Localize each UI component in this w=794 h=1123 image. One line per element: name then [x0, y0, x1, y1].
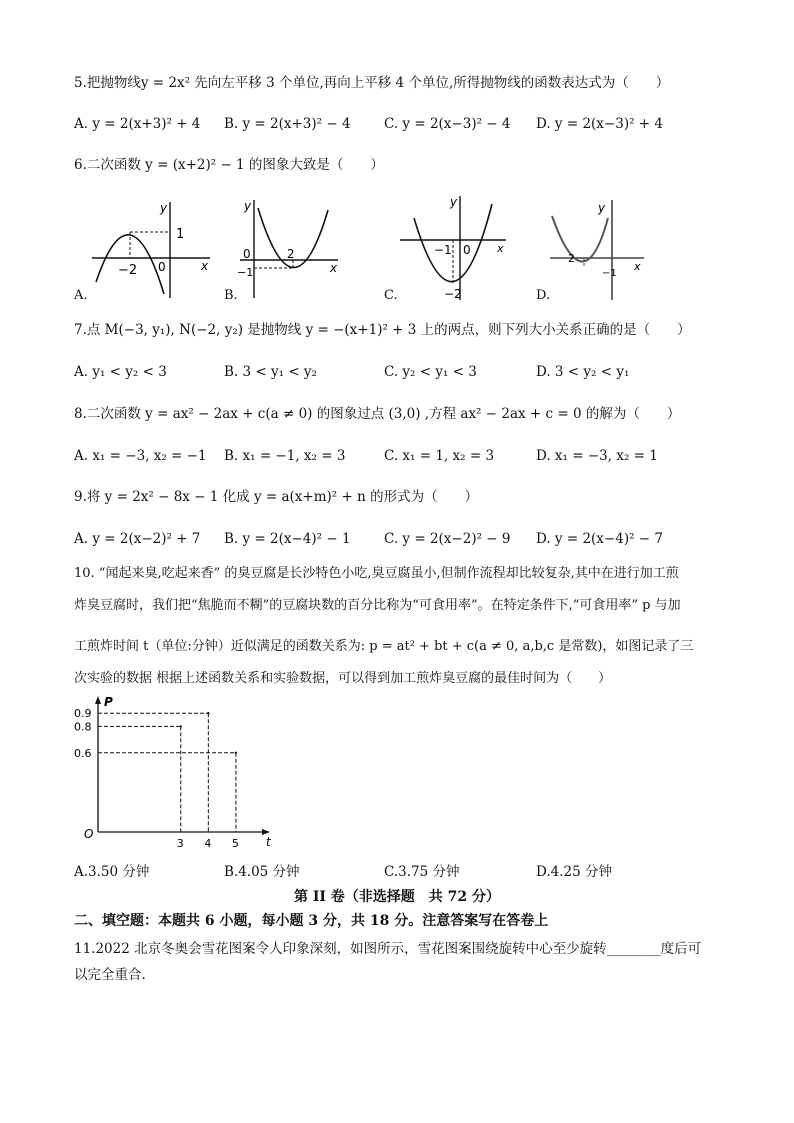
q7-option-b: B. 3 < y₁ < y₂: [224, 364, 317, 380]
y-tick-label: 0.8: [74, 720, 92, 734]
tick-label: −2: [444, 287, 462, 301]
q5-stem: 5.把抛物线y = 2x² 先向左平移 3 个单位,再向上平移 4 个单位,所得抛物线的函数表达式为（ ）: [74, 75, 670, 91]
q5-option-c: C. y = 2(x−3)² − 4: [384, 116, 511, 132]
q8-stem: 8.二次函数 y = ax² − 2ax + c(a ≠ 0) 的图象过点 (3,0) ,方程 ax² − 2ax + c = 0 的解为（ ）: [74, 406, 681, 422]
axis-label-y: y: [598, 201, 606, 215]
data-point: [180, 725, 182, 727]
q6-label-d: D.: [536, 288, 551, 303]
q8-option-c: C. x₁ = 1, x₂ = 3: [384, 448, 495, 464]
origin-label: 0: [243, 247, 251, 261]
q10-chart: [74, 694, 274, 862]
tick-label: 2: [287, 247, 295, 261]
x-tick-label: 5: [231, 837, 239, 850]
q6-stem: 6.二次函数 y = (x+2)² − 1 的图象大致是（ ）: [74, 157, 384, 173]
y-axis-arrow: [95, 696, 101, 704]
q9-option-a: A. y = 2(x−2)² + 7: [74, 531, 201, 547]
tick-label: −1: [434, 243, 452, 257]
origin-label: 0: [463, 243, 471, 257]
q6-label-b: B.: [224, 288, 238, 303]
q7-option-c: C. y₂ < y₁ < 3: [384, 364, 477, 380]
q10-line-4: 次实验的数据 根据上述函数关系和实验数据，可以得到加工煎炸臭豆腐的最佳时间为（ ）: [74, 671, 612, 686]
q9-option-d: D. y = 2(x−4)² − 7: [536, 531, 663, 547]
q11-text-end: 度后可: [660, 941, 702, 957]
axis-label-x: x: [201, 259, 209, 273]
tick-label: −2: [118, 263, 138, 278]
q6-label-c: C.: [384, 288, 398, 303]
axis-label-x: x: [330, 261, 338, 275]
y-tick-label: 0.9: [74, 707, 92, 721]
q10-option-d: D.4.25 分钟: [536, 864, 612, 880]
q6-graph-a: [88, 198, 218, 300]
q10-option-a: A.3.50 分钟: [74, 864, 150, 880]
section-2-heading: 二、填空题：本题共 6 小题，每小题 3 分，共 18 分。注意答案写在答卷上: [74, 913, 549, 929]
tick-label: 2: [568, 252, 575, 265]
q11-line-2: 以完全重合.: [74, 967, 146, 983]
q10-option-c: C.3.75 分钟: [384, 864, 460, 880]
q8-option-d: D. x₁ = −3, x₂ = 1: [536, 448, 658, 464]
q10-option-b: B.4.05 分钟: [224, 864, 300, 880]
x-tick-label: 4: [204, 837, 212, 850]
parabola-curve: [552, 216, 608, 262]
q8-option-a: A. x₁ = −3, x₂ = −1: [74, 448, 207, 464]
axis-label-y: y: [450, 195, 458, 209]
q7-option-d: D. 3 < y₂ < y₁: [536, 364, 630, 380]
q6-graph-d: [546, 196, 646, 302]
q8-option-b: B. x₁ = −1, x₂ = 3: [224, 448, 346, 464]
q10-line-2: 炸臭豆腐时，我们把“焦脆而不糊”的豆腐块数的百分比称为“可食用率”。在特定条件下,“可食用率” p 与加: [74, 598, 681, 613]
axis-label-x: t: [266, 835, 271, 849]
tick-label: −1: [602, 268, 617, 279]
data-point: [207, 712, 209, 714]
q5-option-b: B. y = 2(x+3)² − 4: [224, 116, 351, 132]
tick-label: −1: [237, 266, 254, 279]
q9-option-c: C. y = 2(x−2)² − 9: [384, 531, 511, 547]
tick-label: 1: [176, 227, 185, 242]
q5-option-a: A. y = 2(x+3)² + 4: [74, 116, 201, 132]
q7-stem: 7.点 M(−3, y₁), N(−2, y₂) 是抛物线 y = −(x+1)² + 3 上的两点，则下列大小关系正确的是（ ）: [74, 322, 691, 338]
q10-line-3: 工煎炸时间 t（单位:分钟）近似满足的函数关系为: p = at² + bt + c(a ≠ 0, a,b,c 是常数)，如图记录了三: [74, 639, 694, 654]
x-tick-label: 3: [176, 837, 184, 850]
q6-label-a: A.: [74, 288, 88, 303]
q6-graph-b: [236, 196, 342, 300]
q7-option-a: A. y₁ < y₂ < 3: [74, 364, 167, 380]
axis-label-y: P: [104, 695, 113, 709]
axis-label-x: x: [497, 242, 504, 255]
q9-option-b: B. y = 2(x−4)² − 1: [224, 531, 351, 547]
axis-label-y: y: [244, 199, 252, 213]
q10-line-1: 10. “闻起来臭,吃起来香” 的臭豆腐是长沙特色小吃,臭豆腐虽小,但制作流程却比较复杂,其中在进行加工煎: [74, 566, 679, 581]
axis-label-x: x: [634, 260, 641, 273]
origin-label: 0: [158, 260, 166, 274]
data-point: [235, 752, 237, 754]
section-2-title: 第 II 卷（非选择题 共 72 分）: [293, 889, 501, 905]
origin-label: O: [84, 827, 94, 841]
q9-stem: 9.将 y = 2x² − 8x − 1 化成 y = a(x+m)² + n 的形式为（ ）: [74, 489, 479, 505]
axis-label-y: y: [160, 201, 168, 215]
q11-line-1: [74, 940, 701, 958]
q11-text: 11.2022 北京冬奥会雪花图案令人印象深刻，如图所示，雪花图案围绕旋转中心至少旋转: [74, 941, 607, 957]
y-tick-label: 0.6: [74, 746, 92, 760]
q5-option-d: D. y = 2(x−3)² + 4: [536, 116, 663, 132]
q6-graph-c: [396, 192, 508, 302]
q11-answer-blank[interactable]: ________: [606, 941, 661, 957]
